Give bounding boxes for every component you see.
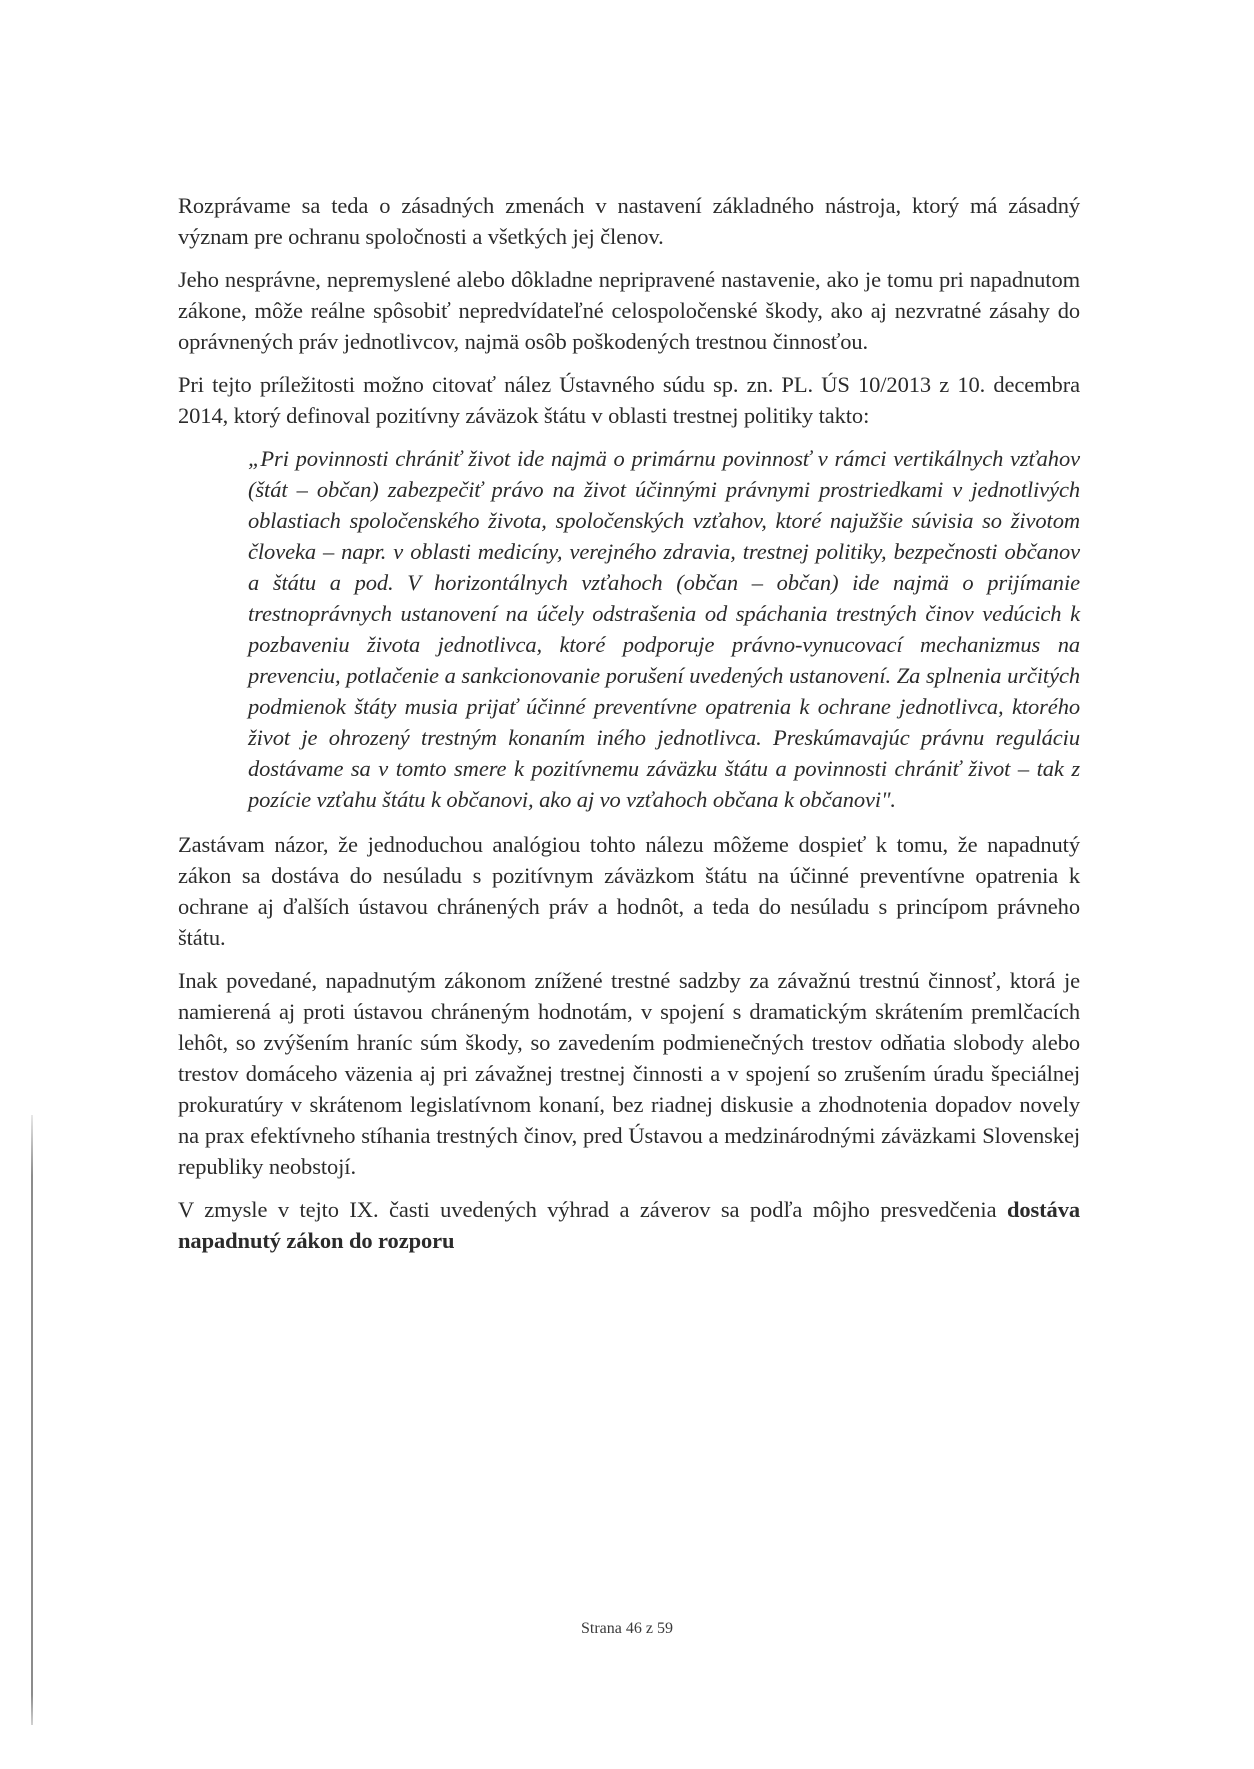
conclusion-bold-text: dostáva napadnutý zákon do rozporu [178, 1197, 1080, 1253]
paragraph-citation-intro: Pri tejto príležitosti možno citovať nález Ústavného súdu sp. zn. PL. ÚS 10/2013 z 10. decembra 2014, ktorý definoval pozitívny záväzok štátu v oblasti trestnej politiky takto: [178, 372, 1080, 428]
paragraph-explanation: Inak povedané, napadnutým zákonom znížené trestné sadzby za závažnú trestnú činnosť, ktorá je namierená aj proti ústavou chráneným hodnotám, v spojení s dramatickým skrátením premlčacích lehôt, so zvýšením hraníc súm škody, so zavedením podmienečných trestov odňatia slobody alebo trestov domáceho väzenia aj pri závažnej trestnej činnosti a v spojení so zrušením úradu špeciálnej prokuratúry v skrátenom legislatívnom konaní, bez riadnej diskusie a zhodnotenia dopadov novely na prax efektívneho stíhania trestných činov, pred Ústavou a medzinárodnými záväzkami Slovenskej republiky neobstojí. [178, 968, 1080, 1179]
paragraph-conclusion [178, 1194, 1080, 1256]
court-ruling-quote: „Pri povinnosti chrániť život ide najmä o primárnu povinnosť v rámci vertikálnych vzťahov (štát – občan) zabezpečiť právo na život účinnými právnymi prostriedkami v jednotlivých oblastiach spoločenského života, spoločenských vzťahov, ktoré najužšie súvisia so životom človeka – napr. v oblasti medicíny, verejného zdravia, trestnej politiky, bezpečnosti občanov a štátu a pod. V horizontálnych vzťahoch (občan – občan) ide najmä o prijímanie trestnoprávnych ustanovení na účely odstrašenia od spáchania trestných činov vedúcich k pozbaveniu života jednotlivca, ktoré podporuje právno-vynucovací mechanizmus na prevenciu, potlačenie a sankcionovanie porušení uvedených ustanovení. Za splnenia určitých podmienok štáty musia prijať účinné preventívne opatrenia k ochrane jednotlivca, ktorého život je ohrozený trestným konaním iného jednotlivca. Preskúmavajúc právnu reguláciu dostávame sa v tomto smere k pozitívnemu záväzku štátu a povinnosti chrániť život – tak z pozície vzťahu štátu k občanovi, ako aj vo vzťahoch občana k občanovi". [248, 446, 1080, 812]
conclusion-text: V zmysle v tejto IX. časti uvedených výhrad a záverov sa podľa môjho presvedčenia [178, 1197, 1007, 1222]
paragraph-consequences: Jeho nesprávne, nepremyslené alebo dôkladne nepripravené nastavenie, ako je tomu pri napadnutom zákone, môže reálne spôsobiť nepredvídateľné celospoločenské škody, ako aj nezvratné zásahy do oprávnených práv jednotlivcov, najmä osôb poškodených trestnou činnosťou. [178, 267, 1080, 354]
paragraph-opinion: Zastávam názor, že jednoduchou analógiou tohto nálezu môžeme dospieť k tomu, že napadnutý zákon sa dostáva do nesúladu s pozitívnym záväzkom štátu na účinné preventívne opatrenia k ochrane aj ďalších ústavou chránených práv a hodnôt, a teda do nesúladu s princípom právneho štátu. [178, 832, 1080, 950]
page-number-footer: Strana 46 z 59 [581, 1620, 673, 1637]
paragraph-intro: Rozprávame sa teda o zásadných zmenách v nastavení základného nástroja, ktorý má zásadný význam pre ochranu spoločnosti a všetkých jej členov. [178, 193, 1080, 249]
document-page [178, 190, 1080, 1268]
